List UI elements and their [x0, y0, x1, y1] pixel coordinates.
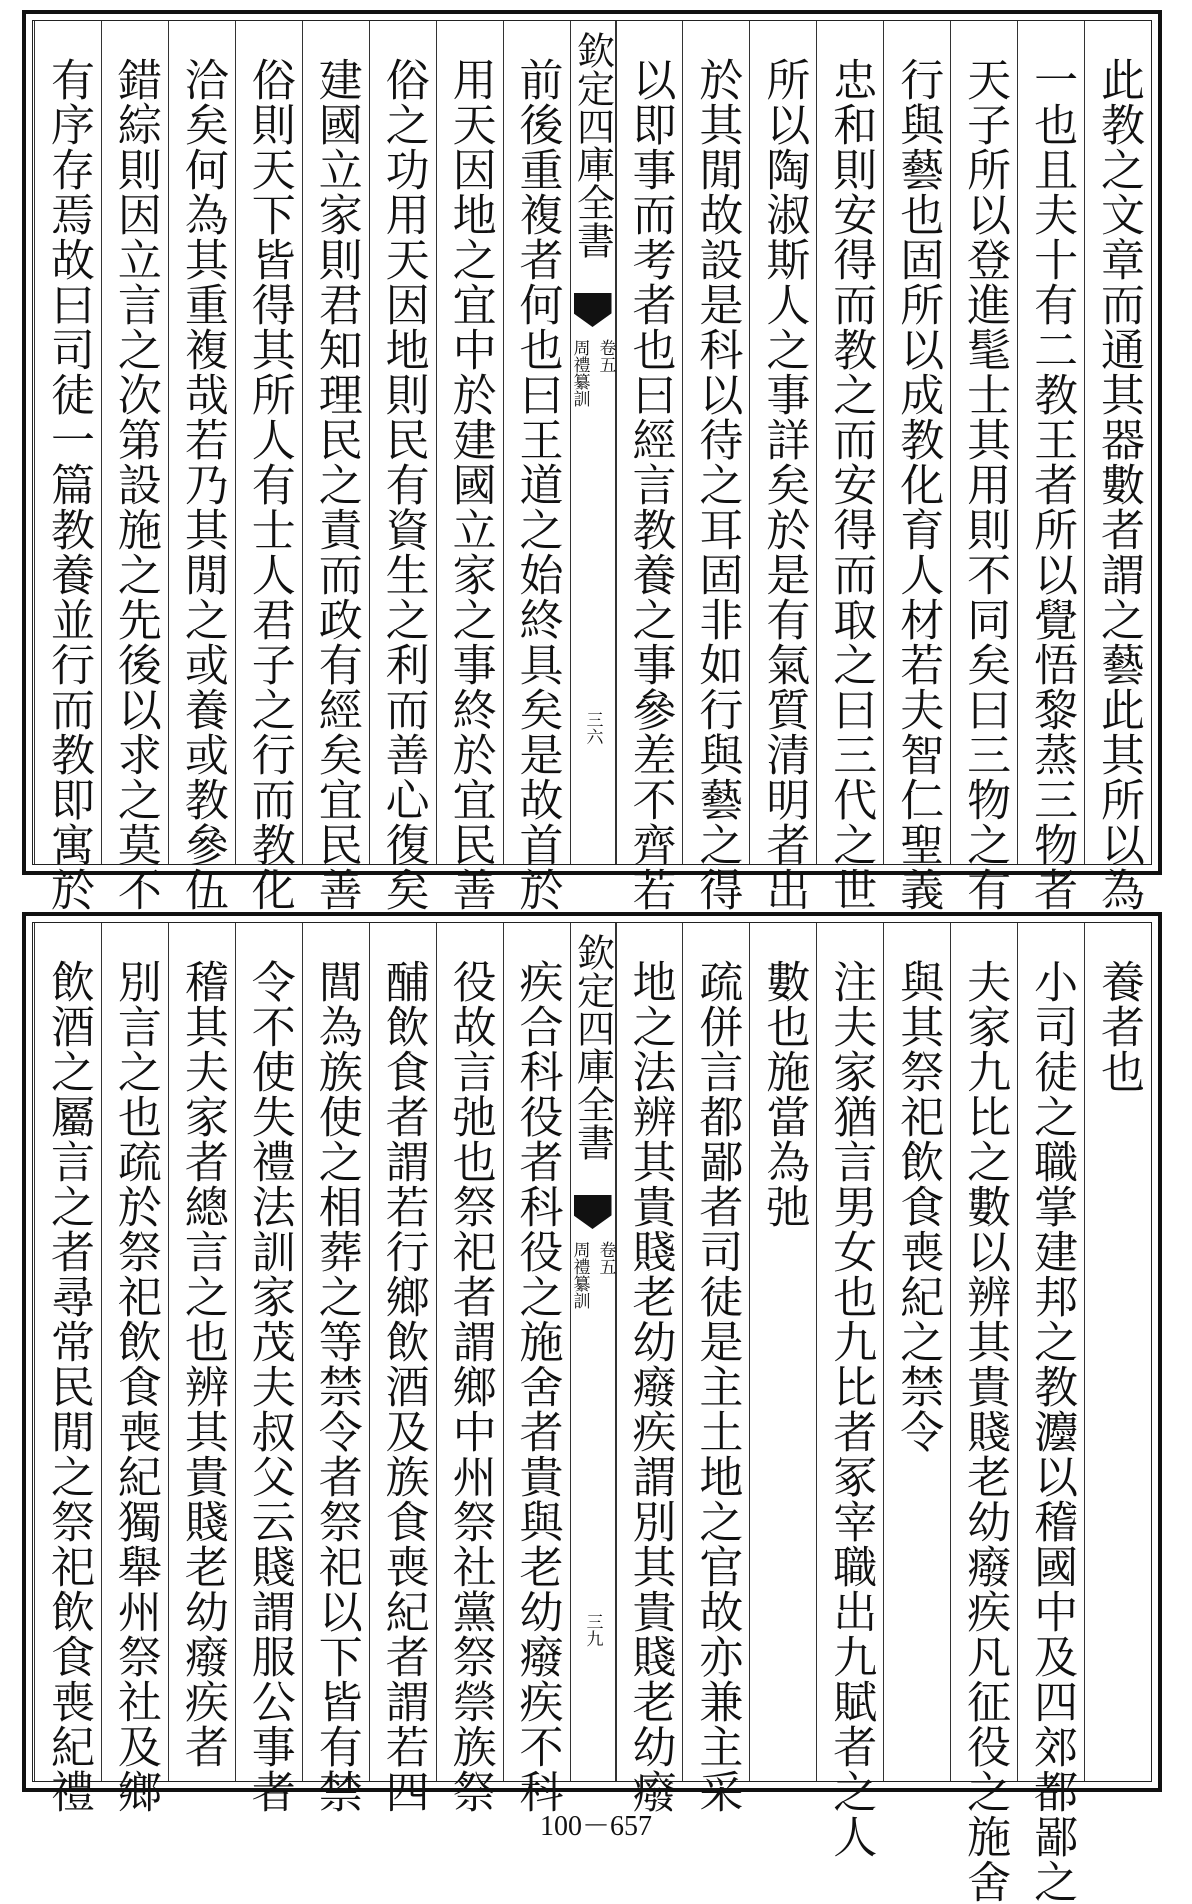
top-column [616, 21, 683, 912]
bottom-column-text: 閭為族使之相葬之等禁令者祭祀以下皆有禁 [310, 959, 362, 1814]
bottom-column-text: 疾合科役者科役之施舍者貴與老幼癈疾不科 [511, 959, 563, 1814]
fold-book-title [571, 339, 615, 407]
bottom-column [235, 923, 302, 1814]
leaf-number-text: 三九 [582, 1613, 603, 1647]
bottom-column [436, 923, 503, 1814]
top-column [34, 21, 101, 912]
bottom-column-text: 與其祭祀飲食喪紀之禁令 [892, 959, 944, 1454]
bottom-column-text: 酺飲食者謂若行鄉飲酒及族食喪紀者謂若四 [377, 959, 429, 1814]
bottom-column-text: 數也施當為弛 [758, 959, 810, 1229]
top-column-text: 洽矣何為其重複哉若乃其閒之或養或教參伍 [176, 57, 228, 912]
bottom-column-text: 令不使失禮法訓家茂夫叔父云賤謂服公事者 [243, 959, 295, 1814]
top-column-text: 此教之文章而通其器數者謂之藝此其所以為 [1093, 57, 1145, 912]
leaf-number-text: 三六 [582, 711, 603, 745]
bottom-column-text: 飲酒之屬言之者尋常民閒之祭祀飲食喪紀禮 [42, 959, 94, 1814]
top-column-text: 行與藝也固所以成教化育人材若夫智仁聖義 [892, 57, 944, 912]
bottom-column [950, 923, 1017, 1904]
volume-label: 卷五 [595, 1241, 616, 1275]
top-column [1084, 21, 1151, 912]
book-title: 周禮纂訓 [569, 1241, 590, 1309]
top-column-text: 俗之功用天因地則民有資生之利而善心復矣 [377, 57, 429, 912]
top-column-text: 於其閒故設是科以待之耳固非如行與藝之得 [691, 57, 743, 912]
bottom-column [749, 923, 816, 1781]
top-column-text: 有序存焉故曰司徒一篇教養並行而教即寓於 [42, 57, 94, 912]
leaf-number [571, 1613, 615, 1647]
top-fold-margin [570, 21, 616, 864]
bottom-column-text: 注夫家猶言男女也九比者冢宰職出九賦者之人 [825, 959, 877, 1859]
fold-header-title: 欽定四庫全書 [570, 31, 615, 259]
leaf-number [571, 711, 615, 745]
bottom-column [682, 923, 749, 1814]
bottom-column-text: 地之法辨其貴賤老幼癈疾謂別其貴賤老幼癈 [624, 959, 676, 1814]
bottom-column [616, 923, 683, 1814]
bottom-column-text: 小司徒之職掌建邦之教灋以稽國中及四郊都鄙之 [1026, 959, 1078, 1904]
top-column-text: 天子所以登進髦士其用則不同矣曰三物之有 [959, 57, 1011, 912]
top-column-text: 一也且夫十有二教王者所以覺悟黎蒸三物者 [1026, 57, 1078, 912]
fold-header [571, 21, 615, 259]
top-text-frame [32, 20, 1152, 912]
bottom-column-text: 夫家九比之數以辨其貴賤老幼癈疾凡征役之施舍 [959, 959, 1011, 1904]
top-column [101, 21, 168, 912]
bottom-column [816, 923, 883, 1859]
bottom-column-text: 養者也 [1093, 959, 1145, 1094]
bottom-column [883, 923, 950, 1781]
bottom-column [503, 923, 570, 1814]
top-column [950, 21, 1017, 912]
bottom-column-text: 疏併言都鄙者司徒是主土地之官故亦兼主采 [691, 959, 743, 1814]
top-column [503, 21, 570, 912]
top-column [235, 21, 302, 912]
top-column [682, 21, 749, 912]
book-title: 周禮纂訓 [569, 339, 590, 407]
fold-header [571, 923, 615, 1161]
fold-book-title [571, 1241, 615, 1309]
top-column-text: 錯綜則因立言之次第設施之先後以求之莫不 [109, 57, 161, 912]
bottom-column-text: 別言之也疏於祭祀飲食喪紀獨舉州祭社及鄉 [109, 959, 161, 1814]
bottom-column-text: 稽其夫家者總言之也辨其貴賤老幼癈疾者 [176, 959, 228, 1769]
top-column-text: 俗則天下皆得其所人有士人君子之行而教化 [243, 57, 295, 912]
top-column-text: 以即事而考者也曰經言教養之事參差不齊若 [624, 57, 676, 912]
top-column [168, 21, 235, 912]
top-column-text: 用天因地之宜中於建國立家之事終於宜民善 [444, 57, 496, 912]
top-column [369, 21, 436, 912]
top-column [302, 21, 369, 912]
bottom-column [1084, 923, 1151, 1781]
page-number: 100－657 [539, 1811, 652, 1842]
bottom-column [369, 923, 436, 1814]
volume-label: 卷五 [595, 339, 616, 373]
fold-header-title: 欽定四庫全書 [570, 933, 615, 1161]
fish-tail-mark [574, 293, 612, 327]
top-half-page [22, 10, 1162, 912]
top-column [749, 21, 816, 912]
top-column [816, 21, 883, 912]
bottom-column-text: 役故言弛也祭祀者謂鄉中州祭社黨祭禜族祭 [444, 959, 496, 1814]
bottom-fold-margin [570, 923, 616, 1781]
top-column-text: 所以陶淑斯人之事詳矣於是有氣質清明者出 [758, 57, 810, 912]
bottom-column [34, 923, 101, 1814]
bottom-column [168, 923, 235, 1781]
bottom-column [302, 923, 369, 1814]
bottom-column [1017, 923, 1084, 1904]
fish-tail-mark [574, 1195, 612, 1229]
bottom-column [101, 923, 168, 1814]
top-column-text: 建國立家則君知理民之責而政有經矣宜民善 [310, 57, 362, 912]
top-column-text: 忠和則安得而教之而安得而取之曰三代之世 [825, 57, 877, 912]
top-column-text: 前後重複者何也曰王道之始終具矣是故首於 [511, 57, 563, 912]
top-column [436, 21, 503, 912]
top-column [883, 21, 950, 912]
top-column [1017, 21, 1084, 912]
